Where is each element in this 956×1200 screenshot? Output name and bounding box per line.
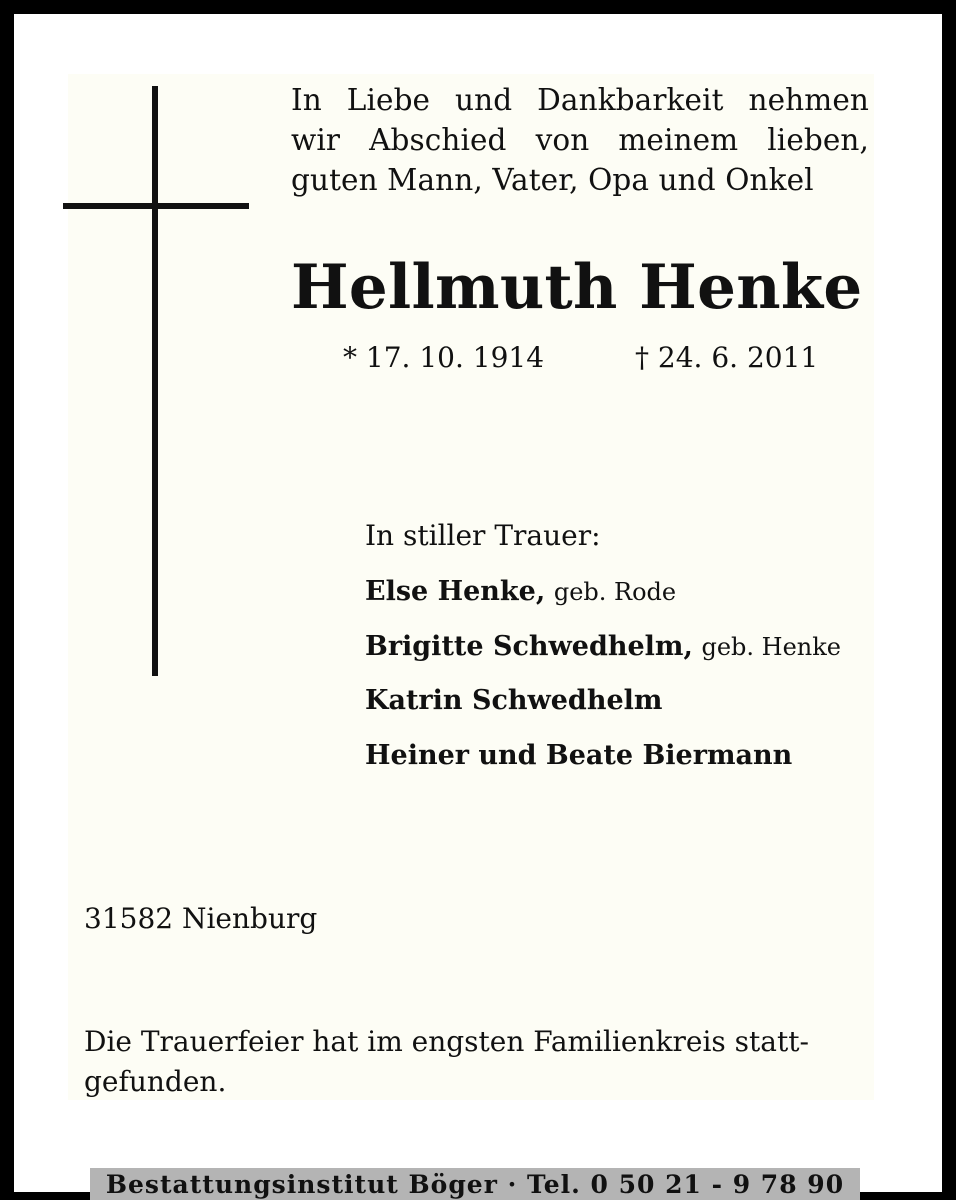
- intro-text: [291, 80, 869, 200]
- mourner-item: [365, 629, 841, 665]
- ceremony-line: Die Trauerfeier hat im engsten Familienkreis statt-: [84, 1025, 809, 1058]
- mourner-name: Heiner und Beate Biermann: [365, 740, 793, 771]
- mourner-birth-name: geb. Henke: [701, 633, 841, 661]
- town-line: 31582 Nienburg: [84, 902, 318, 935]
- mourner-birth-name: geb. Rode: [553, 578, 677, 606]
- death-date: † 24. 6. 2011: [635, 341, 819, 374]
- mourner-item: [365, 574, 676, 610]
- cross-icon: [152, 86, 158, 676]
- funeral-home-footer: Bestattungsinstitut Böger · Tel. 0 50 21 - 9 78 90: [90, 1168, 860, 1200]
- intro-line: guten Mann, Vater, Opa und Onkel: [291, 163, 814, 197]
- mourner-item: [365, 738, 792, 774]
- intro-line: In Liebe und Dankbarkeit nehmen: [291, 83, 869, 117]
- mourner-name: Katrin Schwedhelm: [365, 685, 663, 716]
- mourning-label: In stiller Trauer:: [365, 519, 601, 552]
- deceased-name: Hellmuth Henke: [291, 252, 863, 323]
- cross-crossbar: [63, 203, 249, 209]
- ceremony-note: [84, 1022, 870, 1102]
- mourner-name: Else Henke,: [365, 576, 546, 607]
- mourner-name: Brigitte Schwedhelm,: [365, 631, 693, 662]
- ceremony-line: gefunden.: [84, 1065, 227, 1098]
- mourner-item: [365, 683, 662, 719]
- intro-line: wir Abschied von meinem lieben,: [291, 123, 869, 157]
- birth-date: * 17. 10. 1914: [343, 341, 545, 374]
